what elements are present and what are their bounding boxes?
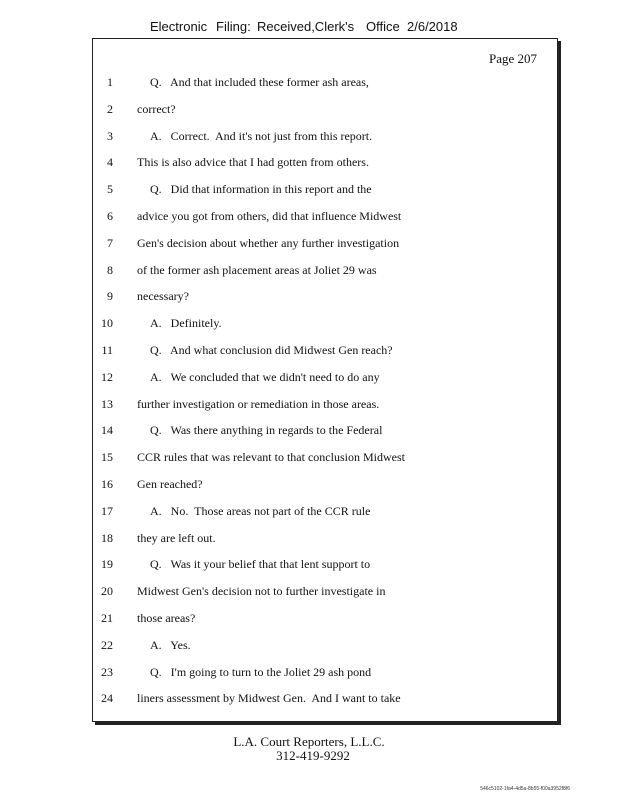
footer-company: L.A. Court Reporters, L.L.C. xyxy=(233,734,385,749)
transcript-line xyxy=(93,423,557,441)
filing-header xyxy=(0,19,618,37)
line-text: correct? xyxy=(137,101,176,116)
line-number: 9 xyxy=(107,289,113,304)
line-number: 19 xyxy=(101,557,113,572)
line-text: of the former ash placement areas at Joliet 29 was xyxy=(137,262,377,277)
line-text: necessary? xyxy=(137,289,189,304)
transcript-line xyxy=(93,370,557,388)
line-text: A. No. Those areas not part of the CCR rule xyxy=(150,503,371,518)
line-text: Q. I'm going to turn to the Joliet 29 ash pond xyxy=(150,664,372,679)
document-hash: 546c5102-1fa4-4d5a-8b55-f00a3952f8f6 xyxy=(480,786,570,792)
transcript-line xyxy=(93,102,557,120)
line-number: 2 xyxy=(107,101,113,116)
line-number: 1 xyxy=(107,75,113,89)
transcript-line xyxy=(93,397,557,415)
header-electronic: Electronic xyxy=(150,19,208,34)
line-number: 10 xyxy=(101,316,113,331)
line-text: A. We concluded that we didn't need to do any xyxy=(150,369,380,384)
line-text: further investigation or remediation in those areas. xyxy=(137,396,380,411)
line-number: 8 xyxy=(107,262,113,277)
line-text: Q. And that included these former ash areas, xyxy=(150,75,369,89)
footer-phone: 312-419-9292 xyxy=(276,748,350,763)
line-text: Midwest Gen's decision not to further investigate in xyxy=(137,584,386,599)
transcript-line xyxy=(93,129,557,147)
line-number: 18 xyxy=(101,530,113,545)
transcript-line xyxy=(93,75,557,93)
line-number: 22 xyxy=(101,637,113,652)
transcript-line xyxy=(93,450,557,468)
page-number: Page 207 xyxy=(488,51,537,66)
line-number: 14 xyxy=(101,423,113,438)
transcript-line xyxy=(93,638,557,656)
line-text: A. Correct. And it's not just from this report. xyxy=(150,128,373,143)
transcript-line xyxy=(93,611,557,629)
line-number: 4 xyxy=(107,155,113,170)
transcript-line xyxy=(93,263,557,281)
line-number: 20 xyxy=(101,584,113,599)
line-number: 17 xyxy=(101,503,113,518)
line-text: Q. Was it your belief that that lent support to xyxy=(150,557,371,572)
transcript-line xyxy=(93,584,557,602)
line-number: 6 xyxy=(107,209,113,223)
line-number: 13 xyxy=(101,396,113,411)
line-text: Gen's decision about whether any further investigation xyxy=(137,235,400,250)
header-received: Received,Clerk's xyxy=(257,19,355,34)
line-text: Q. Did that information in this report and the xyxy=(150,182,372,197)
transcript-line xyxy=(93,504,557,522)
line-text: Q. Was there anything in regards to the Federal xyxy=(150,423,383,438)
line-number: 16 xyxy=(101,477,113,491)
line-number: 24 xyxy=(101,691,113,706)
line-text: Gen reached? xyxy=(137,477,203,491)
line-text: they are left out. xyxy=(137,530,216,545)
header-filing: Filing: xyxy=(216,19,251,34)
transcript-line xyxy=(93,289,557,307)
line-text: liners assessment by Midwest Gen. And I want to take xyxy=(137,691,401,706)
line-number: 7 xyxy=(107,235,113,250)
line-text: Q. And what conclusion did Midwest Gen reach? xyxy=(150,343,393,357)
transcript-line xyxy=(93,236,557,254)
transcript-line xyxy=(93,316,557,334)
line-text: advice you got from others, did that influence Midwest xyxy=(137,209,402,223)
line-number: 21 xyxy=(101,611,113,625)
line-number: 5 xyxy=(107,182,113,197)
line-text: those areas? xyxy=(137,611,196,625)
transcript-line xyxy=(93,343,557,361)
line-text: A. Definitely. xyxy=(150,316,222,331)
transcript-line xyxy=(93,531,557,549)
transcript-line xyxy=(93,477,557,495)
line-text: CCR rules that was relevant to that conclusion Midwest xyxy=(137,450,405,465)
line-number: 12 xyxy=(101,369,113,384)
transcript-line xyxy=(93,557,557,575)
line-number: 3 xyxy=(107,128,113,143)
header-office: Office xyxy=(366,19,400,34)
line-text: This is also advice that I had gotten from others. xyxy=(137,155,369,170)
line-text: A. Yes. xyxy=(150,637,191,652)
line-number: 15 xyxy=(101,450,113,465)
transcript-line xyxy=(93,209,557,227)
line-number: 11 xyxy=(101,343,113,357)
transcript-line xyxy=(93,182,557,200)
transcript-page xyxy=(92,38,558,722)
line-number: 23 xyxy=(101,664,113,679)
transcript-line xyxy=(93,155,557,173)
header-date: 2/6/2018 xyxy=(407,19,458,34)
transcript-line xyxy=(93,665,557,683)
transcript-line xyxy=(93,691,557,709)
